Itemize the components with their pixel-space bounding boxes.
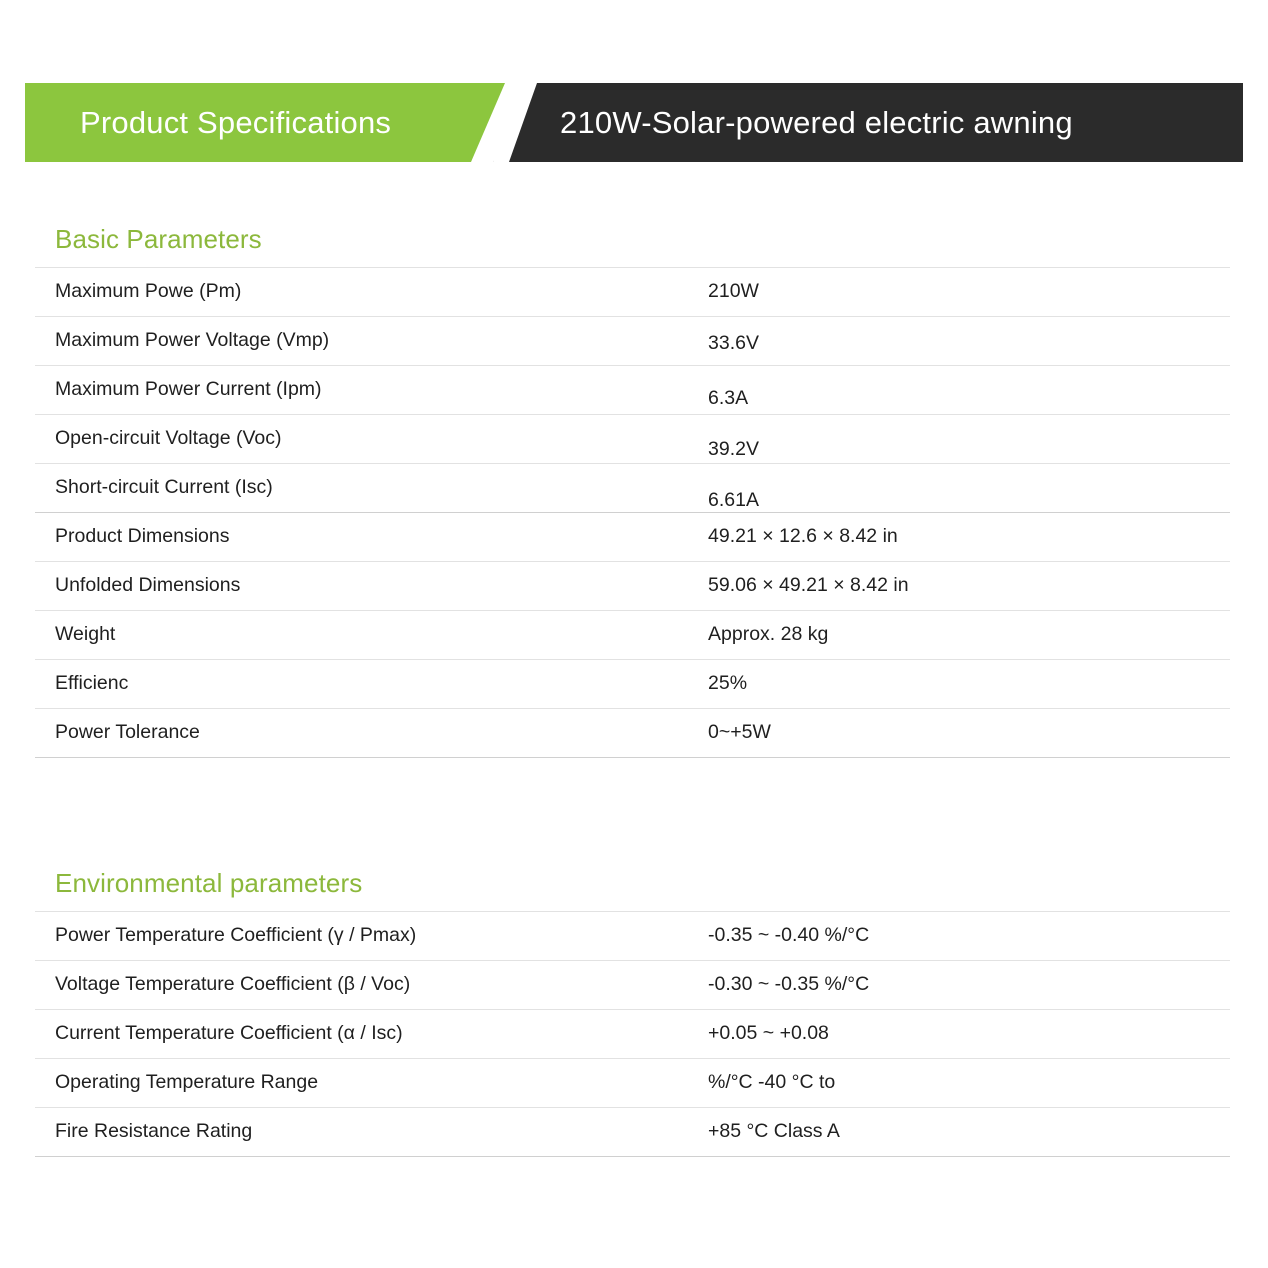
table-row	[35, 414, 1230, 463]
table-row	[35, 659, 1230, 708]
row-divider	[35, 1156, 1230, 1157]
spec-value: 49.21 × 12.6 × 8.42 in	[708, 525, 898, 547]
spec-label: Maximum Power Voltage (Vmp)	[55, 329, 330, 351]
section-basic-parameters	[35, 224, 1230, 758]
table-row	[35, 960, 1230, 1009]
table-row	[35, 365, 1230, 414]
spec-label: Maximum Power Current (Ipm)	[55, 378, 322, 400]
spec-value: 33.6V	[708, 332, 759, 354]
table-row	[35, 463, 1230, 512]
table-row	[35, 1058, 1230, 1107]
table-row	[35, 911, 1230, 960]
table-row	[35, 512, 1230, 561]
spec-value: +85 °C Class A	[708, 1120, 840, 1142]
table-row	[35, 267, 1230, 316]
spec-label: Unfolded Dimensions	[55, 574, 241, 596]
spec-value: 59.06 × 49.21 × 8.42 in	[708, 574, 909, 596]
spec-label: Current Temperature Coefficient (α / Isc)	[55, 1022, 403, 1044]
spec-label: Open-circuit Voltage (Voc)	[55, 427, 282, 449]
spec-value: %/°C -40 °C to	[708, 1071, 836, 1093]
basic-parameters-table	[35, 267, 1230, 758]
banner-product-title: 210W-Solar-powered electric awning	[560, 104, 1073, 140]
section-environmental-parameters	[35, 868, 1230, 1157]
spec-label: Product Dimensions	[55, 525, 230, 547]
spec-label: Fire Resistance Rating	[55, 1120, 253, 1142]
header-banner	[25, 83, 1243, 162]
spec-label: Weight	[55, 623, 116, 645]
spec-value: 0~+5W	[708, 721, 771, 743]
spec-value: +0.05 ~ +0.08	[708, 1022, 829, 1044]
spec-label: Power Temperature Coefficient (γ / Pmax)	[55, 924, 417, 946]
row-divider	[35, 757, 1230, 758]
environmental-parameters-table	[35, 911, 1230, 1157]
spec-label: Short-circuit Current (Isc)	[55, 476, 273, 498]
spec-value: Approx. 28 kg	[708, 623, 829, 645]
spec-value: 39.2V	[708, 438, 759, 460]
section-heading-basic: Basic Parameters	[55, 224, 262, 254]
spec-value: 210W	[708, 280, 759, 302]
banner-section-title: Product Specifications	[80, 104, 392, 140]
spec-label: Efficienc	[55, 672, 129, 694]
table-row	[35, 1009, 1230, 1058]
table-row	[35, 1107, 1230, 1156]
spec-value: 6.61A	[708, 489, 759, 511]
spec-value: -0.30 ~ -0.35 %/°C	[708, 973, 870, 995]
spec-label: Maximum Powe (Pm)	[55, 280, 242, 302]
spec-value: -0.35 ~ -0.40 %/°C	[708, 924, 870, 946]
section-heading-environmental: Environmental parameters	[55, 868, 363, 898]
spec-value: 25%	[708, 672, 748, 694]
spec-value: 6.3A	[708, 387, 749, 409]
table-row	[35, 708, 1230, 757]
table-row	[35, 610, 1230, 659]
spec-label: Operating Temperature Range	[55, 1071, 319, 1093]
spec-label: Voltage Temperature Coefficient (β / Voc)	[55, 973, 411, 995]
table-row	[35, 561, 1230, 610]
spec-label: Power Tolerance	[55, 721, 200, 743]
table-row	[35, 316, 1230, 365]
